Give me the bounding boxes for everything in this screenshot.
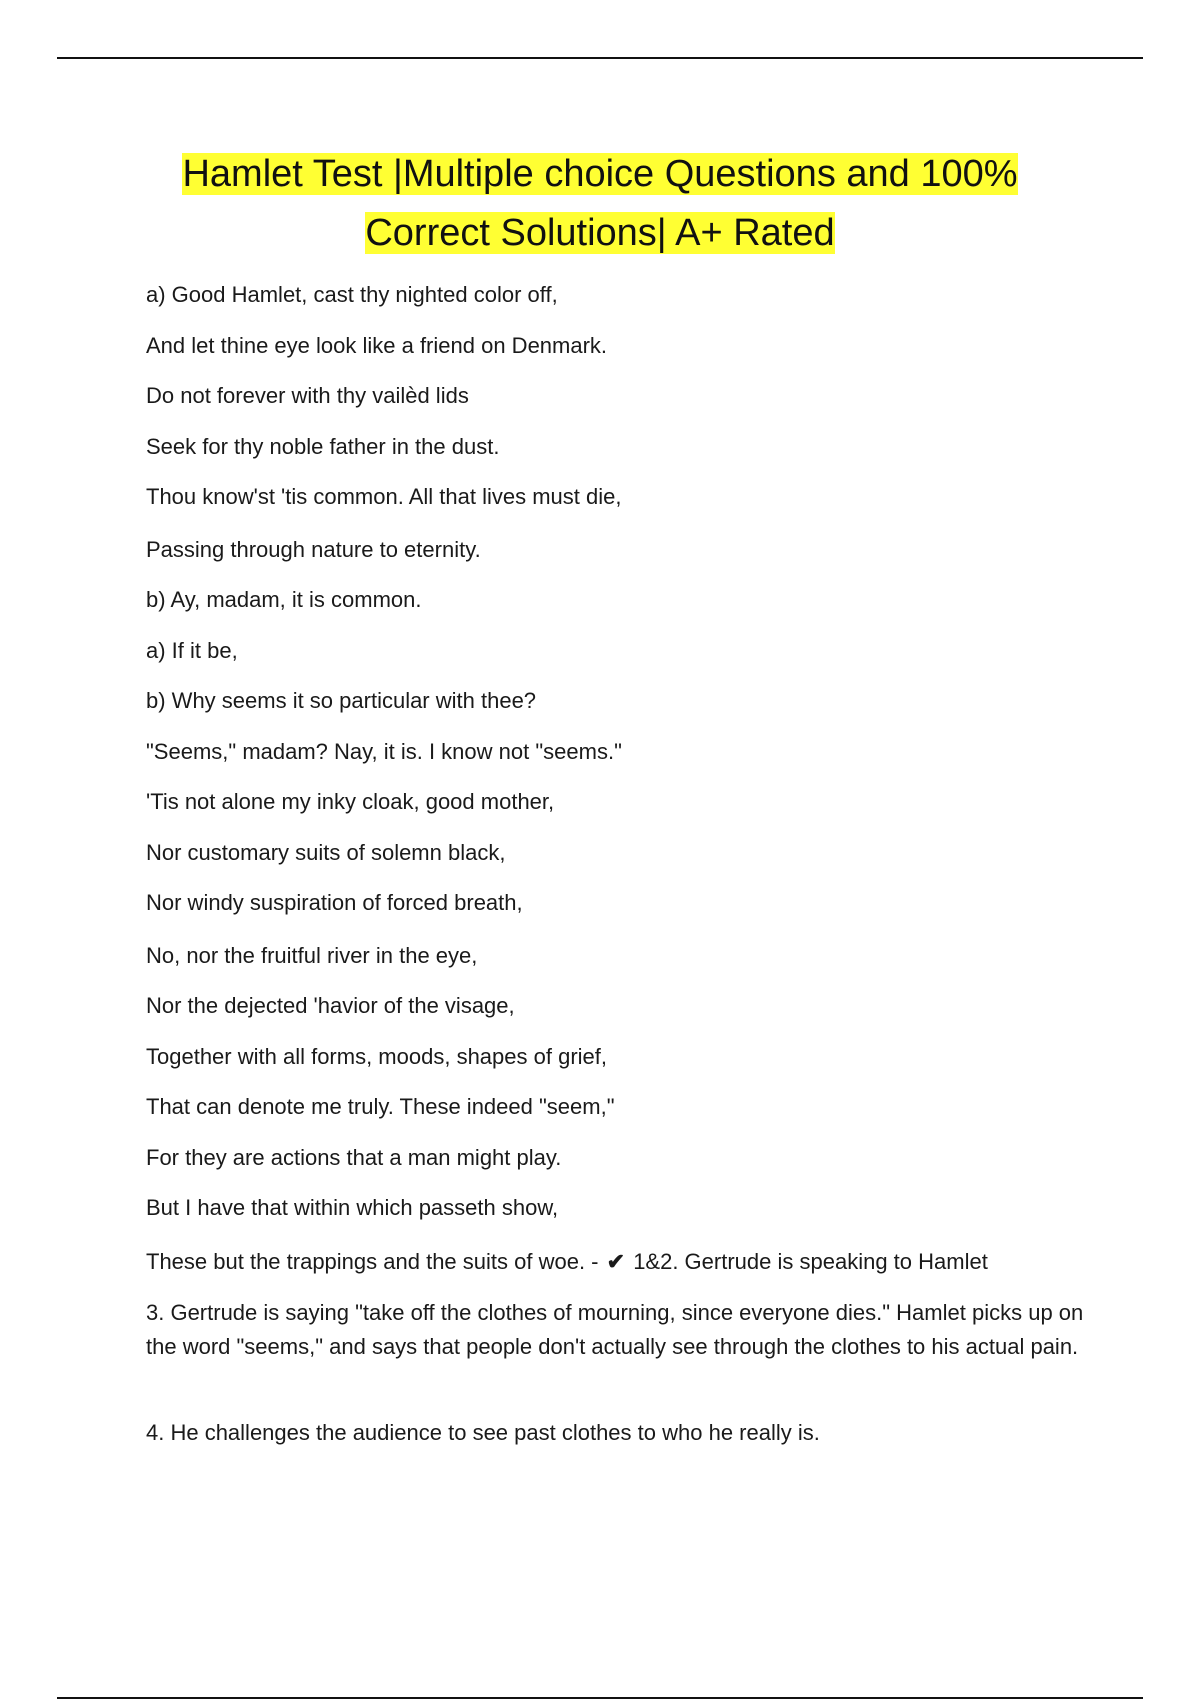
text-line: That can denote me truly. These indeed "seem," <box>146 1094 615 1119</box>
check-icon: ✔ <box>606 1249 626 1274</box>
answer-prefix: These but the trappings and the suits of woe. - <box>146 1249 599 1274</box>
text-line: Thou know'st 'tis common. All that lives must die, <box>146 484 622 509</box>
text-line: Nor windy suspiration of forced breath, <box>146 890 523 915</box>
text-line: Seek for thy noble father in the dust. <box>146 434 500 459</box>
top-rule <box>57 57 1143 59</box>
bottom-rule <box>57 1697 1143 1699</box>
text-line: Nor customary suits of solemn black, <box>146 840 506 865</box>
title-line-2: Correct Solutions| A+ Rated <box>365 212 835 254</box>
text-line: a) Good Hamlet, cast thy nighted color off, <box>146 282 558 307</box>
text-line: 'Tis not alone my inky cloak, good mother, <box>146 789 555 814</box>
text-line: Passing through nature to eternity. <box>146 537 481 562</box>
answer-paragraph-4: 4. He challenges the audience to see past clothes to who he really is. <box>146 1420 820 1445</box>
text-line: Nor the dejected 'havior of the visage, <box>146 993 515 1018</box>
text-line: But I have that within which passeth show, <box>146 1195 559 1220</box>
answer-text: 1&2. Gertrude is speaking to Hamlet <box>633 1249 988 1274</box>
text-line: And let thine eye look like a friend on Denmark. <box>146 333 608 358</box>
text-line: b) Ay, madam, it is common. <box>146 587 422 612</box>
text-line: No, nor the fruitful river in the eye, <box>146 943 478 968</box>
text-line: "Seems," madam? Nay, it is. I know not "seems." <box>146 739 622 764</box>
title-line-1: Hamlet Test |Multiple choice Questions and 100% <box>182 153 1018 195</box>
text-line: a) If it be, <box>146 638 238 663</box>
document-title <box>100 145 1100 263</box>
text-line: Do not forever with thy vailèd lids <box>146 383 469 408</box>
text-line: For they are actions that a man might play. <box>146 1145 562 1170</box>
text-line: b) Why seems it so particular with thee? <box>146 688 537 713</box>
answer-line <box>146 1248 988 1276</box>
text-line: Together with all forms, moods, shapes of grief, <box>146 1044 607 1069</box>
answer-paragraph-3: 3. Gertrude is saying "take off the clothes of mourning, since everyone dies." Hamlet picks up on the word "seems," and says that people don't actually see through the clothes to his actual pain. <box>146 1300 1084 1359</box>
